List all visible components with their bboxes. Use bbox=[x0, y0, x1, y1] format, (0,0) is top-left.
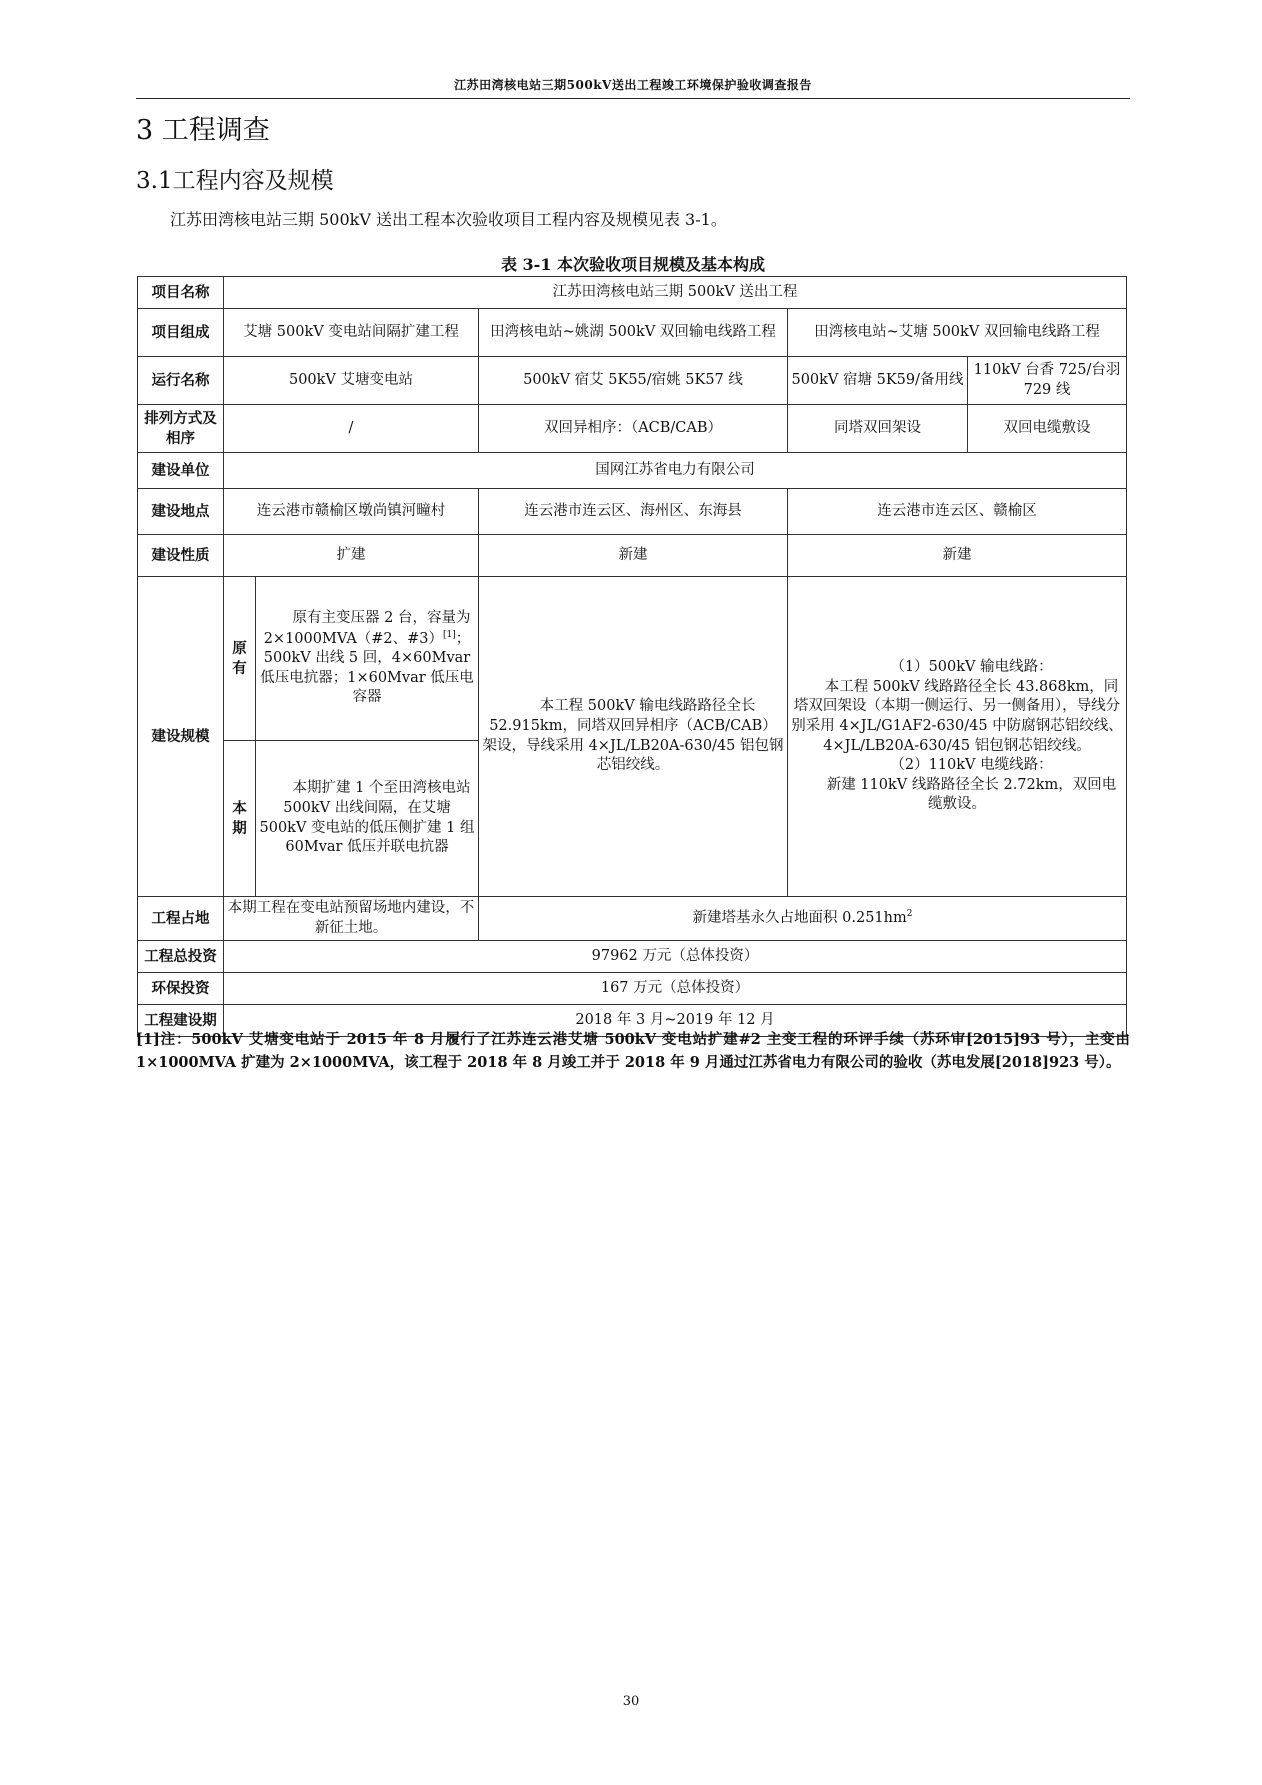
period-value: 2018 年 3 月~2019 年 12 月 bbox=[224, 1005, 1127, 1037]
label-scale: 建设规模 bbox=[138, 577, 224, 897]
table-row bbox=[138, 577, 1127, 741]
arrangement-cable: 双回电缆敷设 bbox=[968, 405, 1127, 453]
page-number: 30 bbox=[622, 1694, 640, 1709]
arrangement-line-yaohu: 双回异相序：（ACB/CAB） bbox=[479, 405, 788, 453]
land-lines: 新建塔基永久占地面积 $0.251hm^2$ bbox=[479, 897, 1127, 941]
header-rule bbox=[136, 98, 1130, 99]
scale-existing-label: 原有 bbox=[224, 577, 256, 741]
table-row bbox=[138, 535, 1127, 577]
nature-substation: 扩建 bbox=[224, 535, 479, 577]
intro-paragraph: 江苏田湾核电站三期 500kV 送出工程本次验收项目工程内容及规模见表 3-1。 bbox=[170, 210, 727, 229]
scale-current-label: 本期 bbox=[224, 741, 256, 897]
label-nature: 建设性质 bbox=[138, 535, 224, 577]
scale-existing-text: 原有主变压器 2 台，容量为 2×1000MVA（#2、#3）[1]；500kV 出线 5 回，4×60Mvar 低压电抗器；1×60Mvar 低压电容器 bbox=[256, 577, 479, 741]
label-total-investment: 工程总投资 bbox=[138, 941, 224, 973]
location-substation: 连云港市赣榆区墩尚镇河疃村 bbox=[224, 489, 479, 535]
subsection-title: 3.1工程内容及规模 bbox=[136, 168, 334, 194]
nature-line-aitang: 新建 bbox=[788, 535, 1127, 577]
operation-cable: 110kV 台香 725/台羽 729 线 bbox=[968, 357, 1127, 405]
arrangement-substation: / bbox=[224, 405, 479, 453]
location-line-yaohu: 连云港市连云区、海州区、东海县 bbox=[479, 489, 788, 535]
table-row bbox=[138, 897, 1127, 941]
label-builder: 建设单位 bbox=[138, 453, 224, 489]
table-caption: 表 3-1 本次验收项目规模及基本构成 bbox=[500, 255, 766, 274]
label-land: 工程占地 bbox=[138, 897, 224, 941]
scale-current-text: 本期扩建 1 个至田湾核电站 500kV 出线间隔，在艾塘 500kV 变电站的低压侧扩建 1 组 60Mvar 低压并联电抗器 bbox=[256, 741, 479, 897]
scale-line-aitang: （1）500kV 输电线路： 本工程 500kV 线路路径全长 43.868km，同塔双回架设（本期一侧运行、另一侧备用），导线分别采用 4×JL/G1AF2-630/45 中防腐钢芯铝绞线、4×JL/LB20A-630/45 铝包钢芯铝绞线。 （2）110kV 电缆线路： 新建 110kV 线路路径全长 2.72km，双回电缆敷设。 bbox=[788, 577, 1127, 897]
land-substation: 本期工程在变电站预留场地内建设，不新征土地。 bbox=[224, 897, 479, 941]
table-row bbox=[138, 489, 1127, 535]
label-composition: 项目组成 bbox=[138, 309, 224, 357]
arrangement-line-aitang: 同塔双回架设 bbox=[788, 405, 968, 453]
label-period: 工程建设期 bbox=[138, 1005, 224, 1037]
table-row bbox=[138, 973, 1127, 1005]
operation-line-aitang: 500kV 宿塘 5K59/备用线 bbox=[788, 357, 968, 405]
nature-line-yaohu: 新建 bbox=[479, 535, 788, 577]
label-operation-name: 运行名称 bbox=[138, 357, 224, 405]
composition-line-aitang: 田湾核电站~艾塘 500kV 双回输电线路工程 bbox=[788, 309, 1127, 357]
table-row bbox=[138, 941, 1127, 973]
total-investment-value: 97962 万元（总体投资） bbox=[224, 941, 1127, 973]
running-header: 江苏田湾核电站三期500kV送出工程竣工环境保护验收调查报告 bbox=[454, 78, 812, 92]
table-row bbox=[138, 453, 1127, 489]
composition-line-yaohu: 田湾核电站~姚湖 500kV 双回输电线路工程 bbox=[479, 309, 788, 357]
scale-line-yaohu: 本工程 500kV 输电线路路径全长 52.915km，同塔双回异相序（ACB/CAB）架设，导线采用 4×JL/LB20A-630/45 铝包钢芯铝绞线。 bbox=[479, 577, 788, 897]
section-title: 3 工程调查 bbox=[136, 115, 270, 146]
label-location: 建设地点 bbox=[138, 489, 224, 535]
project-name-value: 江苏田湾核电站三期 500kV 送出工程 bbox=[224, 277, 1127, 309]
composition-substation: 艾塘 500kV 变电站间隔扩建工程 bbox=[224, 309, 479, 357]
table-row bbox=[138, 405, 1127, 453]
table-row bbox=[138, 277, 1127, 309]
operation-substation: 500kV 艾塘变电站 bbox=[224, 357, 479, 405]
table-row bbox=[138, 309, 1127, 357]
builder-value: 国网江苏省电力有限公司 bbox=[224, 453, 1127, 489]
location-line-aitang: 连云港市连云区、赣榆区 bbox=[788, 489, 1127, 535]
project-spec-table bbox=[137, 276, 1127, 1037]
table-row bbox=[138, 357, 1127, 405]
label-arrangement: 排列方式及相序 bbox=[138, 405, 224, 453]
label-env-investment: 环保投资 bbox=[138, 973, 224, 1005]
operation-line-yaohu: 500kV 宿艾 5K55/宿姚 5K57 线 bbox=[479, 357, 788, 405]
label-project-name: 项目名称 bbox=[138, 277, 224, 309]
footnote: [1]注：500kV 艾塘变电站于 2015 年 8 月履行了江苏连云港艾塘 500kV 变电站扩建#2 主变工程的环评手续（苏环审[2015]93 号），主变由 1×1000MVA 扩建为 2×1000MVA，该工程于 2018 年 8 月竣工并于 2018 年 9 月通过江苏省电力有限公司的验收（苏电发展[2018]923 号）。 bbox=[136, 1031, 1130, 1072]
env-investment-value: 167 万元（总体投资） bbox=[224, 973, 1127, 1005]
